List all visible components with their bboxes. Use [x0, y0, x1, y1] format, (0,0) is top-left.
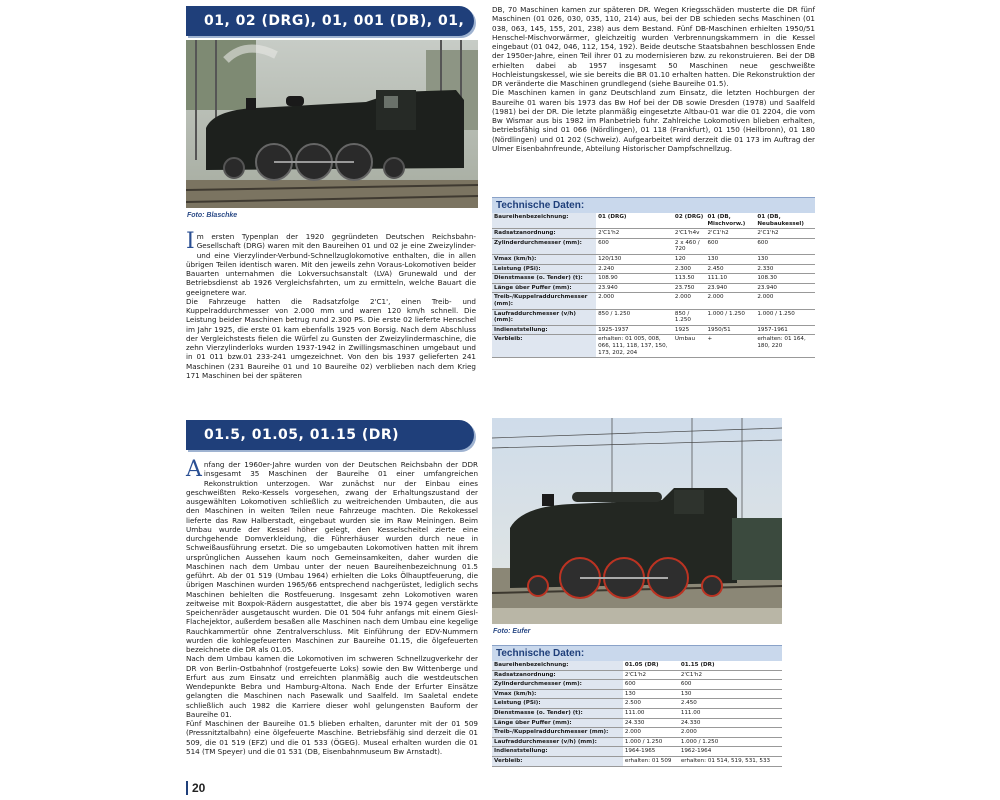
- table-row: [492, 283, 815, 293]
- table-row: [492, 708, 782, 718]
- page-number: 20: [186, 781, 205, 795]
- table-cell: 24.330: [623, 718, 679, 728]
- table-cell: 2.500: [623, 699, 679, 709]
- table-cell: 111.00: [623, 708, 679, 718]
- table-cell: 2'C1'h4v: [673, 229, 706, 239]
- table-cell: 600: [596, 238, 673, 254]
- table-row: [492, 325, 815, 335]
- table-row: [492, 747, 782, 757]
- table-cell: Umbau: [673, 335, 706, 358]
- table-cell: 130: [623, 689, 679, 699]
- table-cell: Zylinderdurchmesser (mm):: [492, 680, 623, 690]
- table-cell: 111.00: [679, 708, 782, 718]
- table-row: [492, 335, 815, 358]
- table-cell: 2.000: [679, 728, 782, 738]
- table-cell: 600: [755, 238, 815, 254]
- table-row: [492, 699, 782, 709]
- locomotive-photo-1: [186, 40, 478, 208]
- header-cell: 01 (DRG): [596, 213, 673, 229]
- table-row: [492, 689, 782, 699]
- right-paragraph-2: Die Maschinen kamen in ganz Deutschland zum Einsatz, die letzten Hochburgen der Baureihe 01 waren bis 1973 das Bw Hof bei der DB sowie Dresden (1978) und Saalfeld (1981) bei der DR. Die letzte planmäßig eingesetzte Altbau-01 war die 01 2204, die vom Bw Wismar aus bis 1982 im Planbetrieb fuhr. Zahlreiche Lokomotiven blieben erhalten, betriebsfähig sind 01 066 (Nördlingen), 01 118 (Frankfurt), 01 150 (Heilbronn), 01 180 (Nördlingen) und 01 202 (Schweiz). Aufgearbeitet wird derzeit die 01 173 im Auftrag der Ulmer Eisenbahnfreunde, Abteilung Historischer Dampfschnellzug.: [492, 88, 815, 153]
- table-cell: 2.000: [623, 728, 679, 738]
- section2-paragraph-3: Fünf Maschinen der Baureihe 01.5 blieben erhalten, darunter mit der 01 509 (Pressnitztalbahn) eine ölgefeuerte Maschine. Betriebsfähig sind derzeit die 01 509, die 01 519 (EFZ) und die 01 533 (ÖGEG). Museal erhalten wurden die 01 514 (TM Speyer) und die 01 531 (DB, Eisenbahnmuseum Bw Arnstadt).: [186, 719, 478, 756]
- table-cell: 120/130: [596, 254, 673, 264]
- table-cell: 1950/51: [705, 325, 755, 335]
- table-cell: 108.30: [755, 274, 815, 284]
- table-row: [492, 756, 782, 766]
- table-cell: Länge über Puffer (mm):: [492, 283, 596, 293]
- technical-data-table-1: [492, 197, 815, 358]
- technical-data-table-2: [492, 645, 782, 767]
- table-cell: 2'C1'h2: [755, 229, 815, 239]
- table-cell: 2.450: [705, 264, 755, 274]
- table-cell: 1925-1937: [596, 325, 673, 335]
- section1-title: 01, 02 (DRG), 01, 001 (DB), 01,: [186, 6, 474, 36]
- steam-locomotive-015-image: [492, 418, 782, 624]
- table-cell: 2.450: [679, 699, 782, 709]
- table-cell: Dienstmasse (o. Tender) (t):: [492, 274, 596, 284]
- table2: [492, 661, 782, 767]
- header-cell: Baureihenbezeichnung:: [492, 661, 623, 670]
- table-cell: Verbleib:: [492, 756, 623, 766]
- table-cell: Leistung (PSi):: [492, 264, 596, 274]
- table-cell: 850 / 1.250: [673, 309, 706, 325]
- table-cell: 1964-1965: [623, 747, 679, 757]
- table-row: [492, 737, 782, 747]
- table-cell: 1.000 / 1.250: [705, 309, 755, 325]
- table-cell: 120: [673, 254, 706, 264]
- locomotive-photo-2: [492, 418, 782, 624]
- table-cell: Vmax (km/h):: [492, 689, 623, 699]
- table-cell: 2'C1'h2: [623, 670, 679, 680]
- table-cell: Radsatzanordnung:: [492, 670, 623, 680]
- table-cell: erhalten: 01 514, 519, 531, 533: [679, 756, 782, 766]
- table-row: [492, 728, 782, 738]
- table-cell: 1.000 / 1.250: [623, 737, 679, 747]
- table-cell: 111.10: [705, 274, 755, 284]
- header-cell: 01 (DB, Neubaukessel): [755, 213, 815, 229]
- table2-title: Technische Daten:: [492, 645, 782, 661]
- header-cell: 01 (DB, Mischvorw.): [705, 213, 755, 229]
- table-cell: 1925: [673, 325, 706, 335]
- table-cell: erhalten: 01 509: [623, 756, 679, 766]
- table-row: [492, 238, 815, 254]
- table-cell: 1957-1961: [755, 325, 815, 335]
- photo-credit-1: Foto: Blaschke: [187, 212, 238, 219]
- dropcap-i: I: [186, 229, 195, 254]
- table-row: [492, 229, 815, 239]
- table-cell: 108.90: [596, 274, 673, 284]
- table-cell: 2'C1'h2: [596, 229, 673, 239]
- table-cell: 850 / 1.250: [596, 309, 673, 325]
- table-cell: 113.50: [673, 274, 706, 284]
- table-cell: 23.750: [673, 283, 706, 293]
- table-cell: Laufraddurchmesser (v/h) (mm):: [492, 309, 596, 325]
- table-row: [492, 670, 782, 680]
- table-cell: Laufraddurchmesser (v/h) (mm):: [492, 737, 623, 747]
- table-cell: Radsatzanordnung:: [492, 229, 596, 239]
- table-row: [492, 293, 815, 309]
- table-cell: erhalten: 01 164, 180, 220: [755, 335, 815, 358]
- table-row: [492, 718, 782, 728]
- table-cell: 2 x 460 / 720: [673, 238, 706, 254]
- table-cell: Zylinderdurchmesser (mm):: [492, 238, 596, 254]
- header-cell: 01.15 (DR): [679, 661, 782, 670]
- header-cell: 02 (DRG): [673, 213, 706, 229]
- table-cell: 23.940: [755, 283, 815, 293]
- table-cell: +: [705, 335, 755, 358]
- table-cell: Dienstmasse (o. Tender) (t):: [492, 708, 623, 718]
- table1-title: Technische Daten:: [492, 197, 815, 213]
- table-cell: 2'C1'h2: [705, 229, 755, 239]
- table-row: [492, 274, 815, 284]
- table-cell: Leistung (PSi):: [492, 699, 623, 709]
- paragraph-2: Die Fahrzeuge hatten die Radsatzfolge 2'C1', einen Treib- und Kuppelraddurchmesser von 2.000 mm und waren 120 km/h schnell. Die Leistung beider Maschinen betrug rund 2.300 PS. Die erste 02 lieferte Henschel im Jahr 1925, die erste 01 kam ebenfalls 1925 von Borsig. Nach dem Abschluss der Vergleichstests fielen die Würfel zu Gunsten der Zweizylindermaschine, die zehn Vierzylinderloks wurden 1937-1942 in Zwillingsmaschinen umgebaut und in 01 011 bzw.01 233-241 umgezeichnet. Von den bis 1937 gelieferten 241 Maschinen (231 Baureihe 01 und 10 Baureihe 02) verblieben nach dem Krieg 171 Maschinen bei der späteren: [186, 296, 476, 380]
- steam-locomotive-01-image: [186, 40, 478, 208]
- dropcap-a: A: [186, 457, 202, 482]
- table-cell: 130: [705, 254, 755, 264]
- table-cell: Länge über Puffer (mm):: [492, 718, 623, 728]
- table-cell: Treib-/Kuppelraddurchmesser (mm):: [492, 293, 596, 309]
- section1-right-text: [492, 5, 815, 153]
- table-cell: erhalten: 01 005, 008, 066, 111, 118, 137, 150, 173, 202, 204: [596, 335, 673, 358]
- table-cell: 1962-1964: [679, 747, 782, 757]
- table-cell: 2.330: [755, 264, 815, 274]
- right-paragraph-1: DB, 70 Maschinen kamen zur späteren DR. Wegen Kriegsschäden musterte die DR fünf Maschinen (01 026, 030, 035, 110, 214) aus, bei der DB schieden sechs Maschinen (01 038, 063, 145, 155, 201, 238) aus dem Bestand. Fünf DB-Maschinen erhielten 1950/51 Henschel-Mischvorwärmer, gleichzeitig wurden Verbrennungskammern in die Kessel eingebaut (01 042, 046, 112, 154, 192). Beide deutsche Staatsbahnen beschlossen Ende der 1950er-Jahre, einen Teil ihrer 01 zu modernisieren bzw. zu rekonstruieren. Bei der DB erhielten dabei ab 1957 insgesamt 50 Maschinen neue geschweißte Hochleistungskessel, wie sie bereits die BR 01.10 erhalten hatten. Die Rekonstruktion der DR veränderte die Maschinen grundlegend (siehe Baureihe 01.5).: [492, 5, 815, 88]
- table-cell: 2.000: [705, 293, 755, 309]
- table-cell: 2.240: [596, 264, 673, 274]
- table-cell: 23.940: [705, 283, 755, 293]
- section2-paragraph-1: nfang der 1960er-Jahre wurden von der Deutschen Reichsbahn der DDR insgesamt 35 Maschinen der Baureihe 01 einer umfangreichen Rekonstruktion unterzogen. War zunächst nur der Einbau eines geschweißten Reko-Kessels vorgesehen, zwang der Erhaltungszustand der ausgewählten Lokomotiven schließlich zu weitreichenden Umbauten, die aus den Maschinen in weiten Teilen neue Fahrzeuge machten. Die Rekokessel lieferte das Raw Halberstadt, eingebaut wurden sie im Raw Meiningen. Beim Umbau wurde der Kessel höher gelegt, den Kesselscheitel zierte eine durchgehende Domverkleidung, die Führerhäuser wurden durch neue in Schweißausführung ersetzt. Die so umgebauten Lokomotiven hatten mit ihrem ursprünglichen Aussehen kaum noch Gemeinsamkeiten, daher wurden die Maschinen nach dem Umbau unter der neuen Baureihenbezeichnung 01.5 geführt. Ab der 01 519 (Umbau 1964) erhielten die Loks Ölhauptfeuerung, die übrigen Maschinen wurden 1965/66 entsprechend nachgerüstet, lediglich sechs Maschinen behielten die Rostfeuerung. Insgesamt zehn Lokomotiven waren zeitweise mit Boxpok-Rädern ausgestattet, die aber bis 1974 gegen verstärkte Speichenräder ausgetauscht wurden. Die 01 504 fuhr anfangs mit einem Giesl-Flachejektor, außerdem besaßen alle Maschinen nach dem Umbau eine kegelige Rauchkammertür ohne Zentralverschluss. Mit Einführung der EDV-Nummern wurden die kohlegefeuerten Maschinen zur Baureihe 01.15, die ölgefeuerten bezeichnete die DR als 01.05.: [186, 460, 478, 654]
- table-row: [492, 254, 815, 264]
- table-cell: 24.330: [679, 718, 782, 728]
- table-cell: Indienststellung:: [492, 325, 596, 335]
- table-cell: 2.000: [755, 293, 815, 309]
- table-cell: 2.300: [673, 264, 706, 274]
- header-cell: 01.05 (DR): [623, 661, 679, 670]
- photo-credit-2: Foto: Eufer: [493, 628, 531, 635]
- table1: [492, 213, 815, 358]
- header-cell: Baureihenbezeichnung:: [492, 213, 596, 229]
- section2-text: [186, 457, 478, 756]
- table-cell: 600: [705, 238, 755, 254]
- section1-intro-text: [186, 229, 476, 380]
- table-cell: 2.000: [673, 293, 706, 309]
- table-header-row: [492, 661, 782, 670]
- table-cell: 600: [679, 680, 782, 690]
- table-row: [492, 264, 815, 274]
- table-cell: 1.000 / 1.250: [679, 737, 782, 747]
- table-row: [492, 309, 815, 325]
- table-cell: Indienststellung:: [492, 747, 623, 757]
- section2-paragraph-2: Nach dem Umbau kamen die Lokomotiven im schweren Schnellzugverkehr der DR von Berlin-Ostbahnhof (rostgefeuerte Loks) sowie den Bw Wittenberge und Erfurt aus zum Einsatz und erreichten planmäßig auch die westdeutschen Wendepunkte Bebra und Hamburg-Altona. Nach Ende der Erfurter Einsätze gelangten die Maschinen nach Pasewalk und Saalfeld. Im Saaletal endete schließlich auch 1982 die Karriere dieser wohl gelungensten Bauform der Baureihe 01.: [186, 654, 478, 719]
- intro-paragraph: m ersten Typenplan der 1920 gegründeten Deutschen Reichsbahn-Gesellschaft (DRG) waren mit den Baureihen 01 und 02 je eine Zweizylinder- und eine Vierzylinder-Verbund-Schnellzuglokomotive enthalten, die in allen übrigen Teilen identisch waren. Mit den jeweils zehn Voraus-Lokomotiven beider Bauarten unternahmen die Lokversuchsanstalt (LVA) Grunewald und der Betriebsdienst ab 1926 Vergleichsfahrten, um zu ermitteln, welche Bauart die geeignetere war.: [186, 232, 476, 297]
- table-cell: Treib-/Kuppelraddurchmesser (mm):: [492, 728, 623, 738]
- section2-title: 01.5, 01.05, 01.15 (DR): [186, 420, 474, 450]
- table-header-row: [492, 213, 815, 229]
- table-cell: 23.940: [596, 283, 673, 293]
- table-cell: 130: [679, 689, 782, 699]
- table-cell: 2.000: [596, 293, 673, 309]
- table-cell: Verbleib:: [492, 335, 596, 358]
- table-cell: 130: [755, 254, 815, 264]
- table-row: [492, 680, 782, 690]
- table-cell: 600: [623, 680, 679, 690]
- table-cell: 2'C1'h2: [679, 670, 782, 680]
- table-cell: 1.000 / 1.250: [755, 309, 815, 325]
- table-cell: Vmax (km/h):: [492, 254, 596, 264]
